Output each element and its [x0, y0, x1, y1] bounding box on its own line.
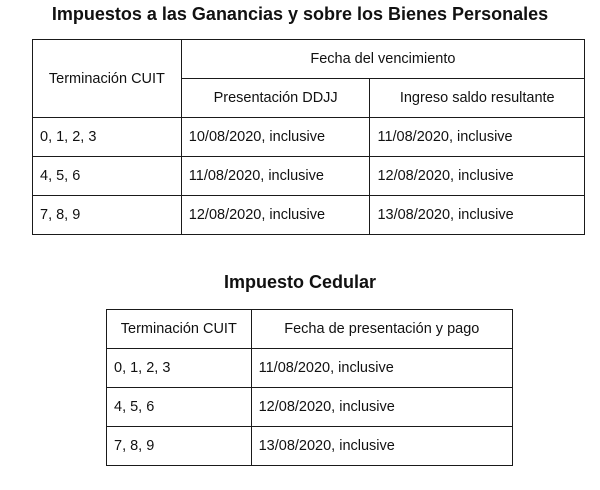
ganancias-title: Impuestos a las Ganancias y sobre los Bienes Personales [51, 4, 549, 24]
table-header-row [107, 310, 513, 349]
header-terminacion-cuit: Terminación CUIT [33, 40, 182, 118]
header-presentacion-ddjj: Presentación DDJJ [181, 79, 370, 118]
cuit-cell: 0, 1, 2, 3 [33, 118, 182, 157]
presentacion-cell: 10/08/2020, inclusive [181, 118, 370, 157]
header-fecha-vencimiento: Fecha del vencimiento [181, 40, 584, 79]
table-row [107, 427, 513, 466]
fecha-cell: 12/08/2020, inclusive [251, 388, 512, 427]
table-header-row [33, 40, 585, 79]
table-row [107, 349, 513, 388]
header-fecha-presentacion-pago: Fecha de presentación y pago [251, 310, 512, 349]
ganancias-table [32, 39, 585, 235]
ingreso-cell: 11/08/2020, inclusive [370, 118, 585, 157]
table-row [33, 118, 585, 157]
cedular-table [106, 309, 513, 466]
cuit-cell: 4, 5, 6 [33, 157, 182, 196]
table-row [107, 388, 513, 427]
presentacion-cell: 11/08/2020, inclusive [181, 157, 370, 196]
cuit-cell: 7, 8, 9 [33, 196, 182, 235]
fecha-cell: 11/08/2020, inclusive [251, 349, 512, 388]
fecha-cell: 13/08/2020, inclusive [251, 427, 512, 466]
cuit-cell: 4, 5, 6 [107, 388, 252, 427]
ingreso-cell: 12/08/2020, inclusive [370, 157, 585, 196]
header-ingreso-saldo: Ingreso saldo resultante [370, 79, 585, 118]
header-terminacion-cuit: Terminación CUIT [107, 310, 252, 349]
cuit-cell: 0, 1, 2, 3 [107, 349, 252, 388]
presentacion-cell: 12/08/2020, inclusive [181, 196, 370, 235]
table-row [33, 196, 585, 235]
cuit-cell: 7, 8, 9 [107, 427, 252, 466]
table-row [33, 157, 585, 196]
cedular-title: Impuesto Cedular [223, 272, 377, 292]
ingreso-cell: 13/08/2020, inclusive [370, 196, 585, 235]
